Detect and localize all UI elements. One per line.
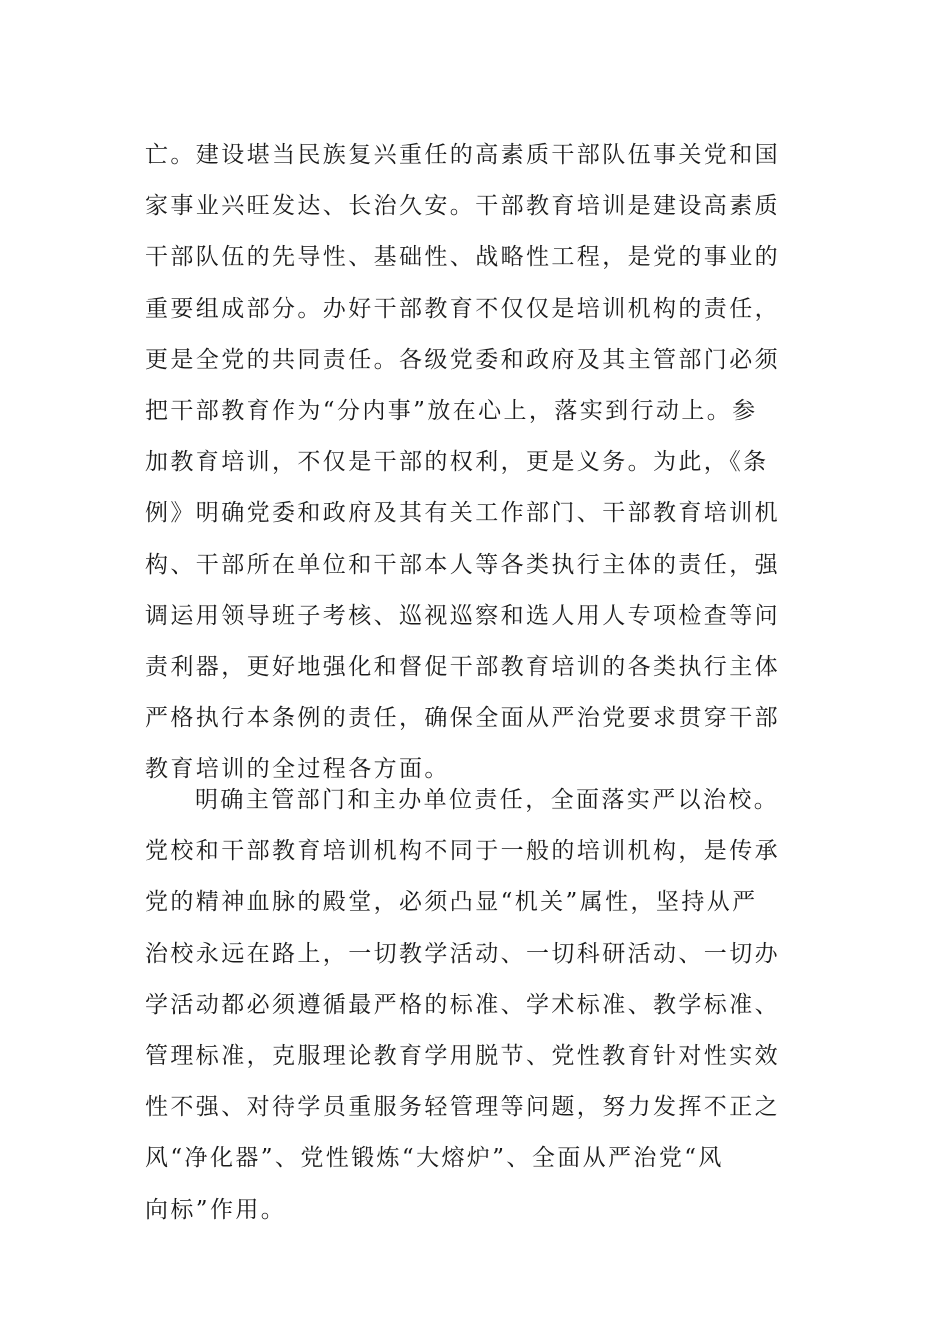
text-line: 亡。建设堪当民族复兴重任的高素质干部队伍事关党和国 xyxy=(145,142,780,168)
text-line: 党的精神血脉的殿堂，必须凸显“机关”属性，坚持从严 xyxy=(145,889,758,916)
text-line: 干部队伍的先导性、基础性、战略性工程，是党的事业的 xyxy=(145,244,780,271)
text-line: 把干部教育作为“分内事”放在心上，落实到行动上。参 xyxy=(145,397,758,424)
text-line: 治校永远在路上，一切教学活动、一切科研活动、一切办 xyxy=(145,940,780,967)
body-paragraph-1 xyxy=(145,130,809,795)
text-line: 教育培训的全过程各方面。 xyxy=(145,756,450,783)
text-line: 向标”作用。 xyxy=(145,1196,287,1223)
text-line-indented: 明确主管部门和主办单位责任，全面落实严以治校。 xyxy=(195,787,780,813)
text-line: 严格执行本条例的责任，确保全面从严治党要求贯穿干部 xyxy=(145,705,780,732)
text-line: 例》明确党委和政府及其有关工作部门、干部教育培训机 xyxy=(145,500,780,527)
text-line: 加教育培训，不仅是干部的权利，更是义务。为此，《条 xyxy=(145,449,769,476)
text-line: 学活动都必须遵循最严格的标准、学术标准、教学标准、 xyxy=(145,991,780,1018)
text-line: 管理标准，克服理论教育学用脱节、党性教育针对性实效 xyxy=(145,1042,780,1069)
text-line: 风“净化器”、党性锻炼“大熔炉”、全面从严治党“风 xyxy=(145,1145,724,1172)
body-paragraph-2 xyxy=(145,775,809,1236)
text-line: 调运用领导班子考核、巡视巡察和选人用人专项检查等问 xyxy=(145,602,780,629)
text-line: 责利器，更好地强化和督促干部教育培训的各类执行主体 xyxy=(145,653,780,680)
text-line: 党校和干部教育培训机构不同于一般的培训机构，是传承 xyxy=(145,838,780,865)
text-line: 更是全党的共同责任。各级党委和政府及其主管部门必须 xyxy=(145,346,780,373)
text-line: 构、干部所在单位和干部本人等各类执行主体的责任，强 xyxy=(145,551,780,578)
text-line: 家事业兴旺发达、长治久安。干部教育培训是建设高素质 xyxy=(145,193,780,220)
text-line: 重要组成部分。办好干部教育不仅仅是培训机构的责任， xyxy=(145,295,780,322)
text-line: 性不强、对待学员重服务轻管理等问题，努力发挥不正之 xyxy=(145,1094,780,1121)
